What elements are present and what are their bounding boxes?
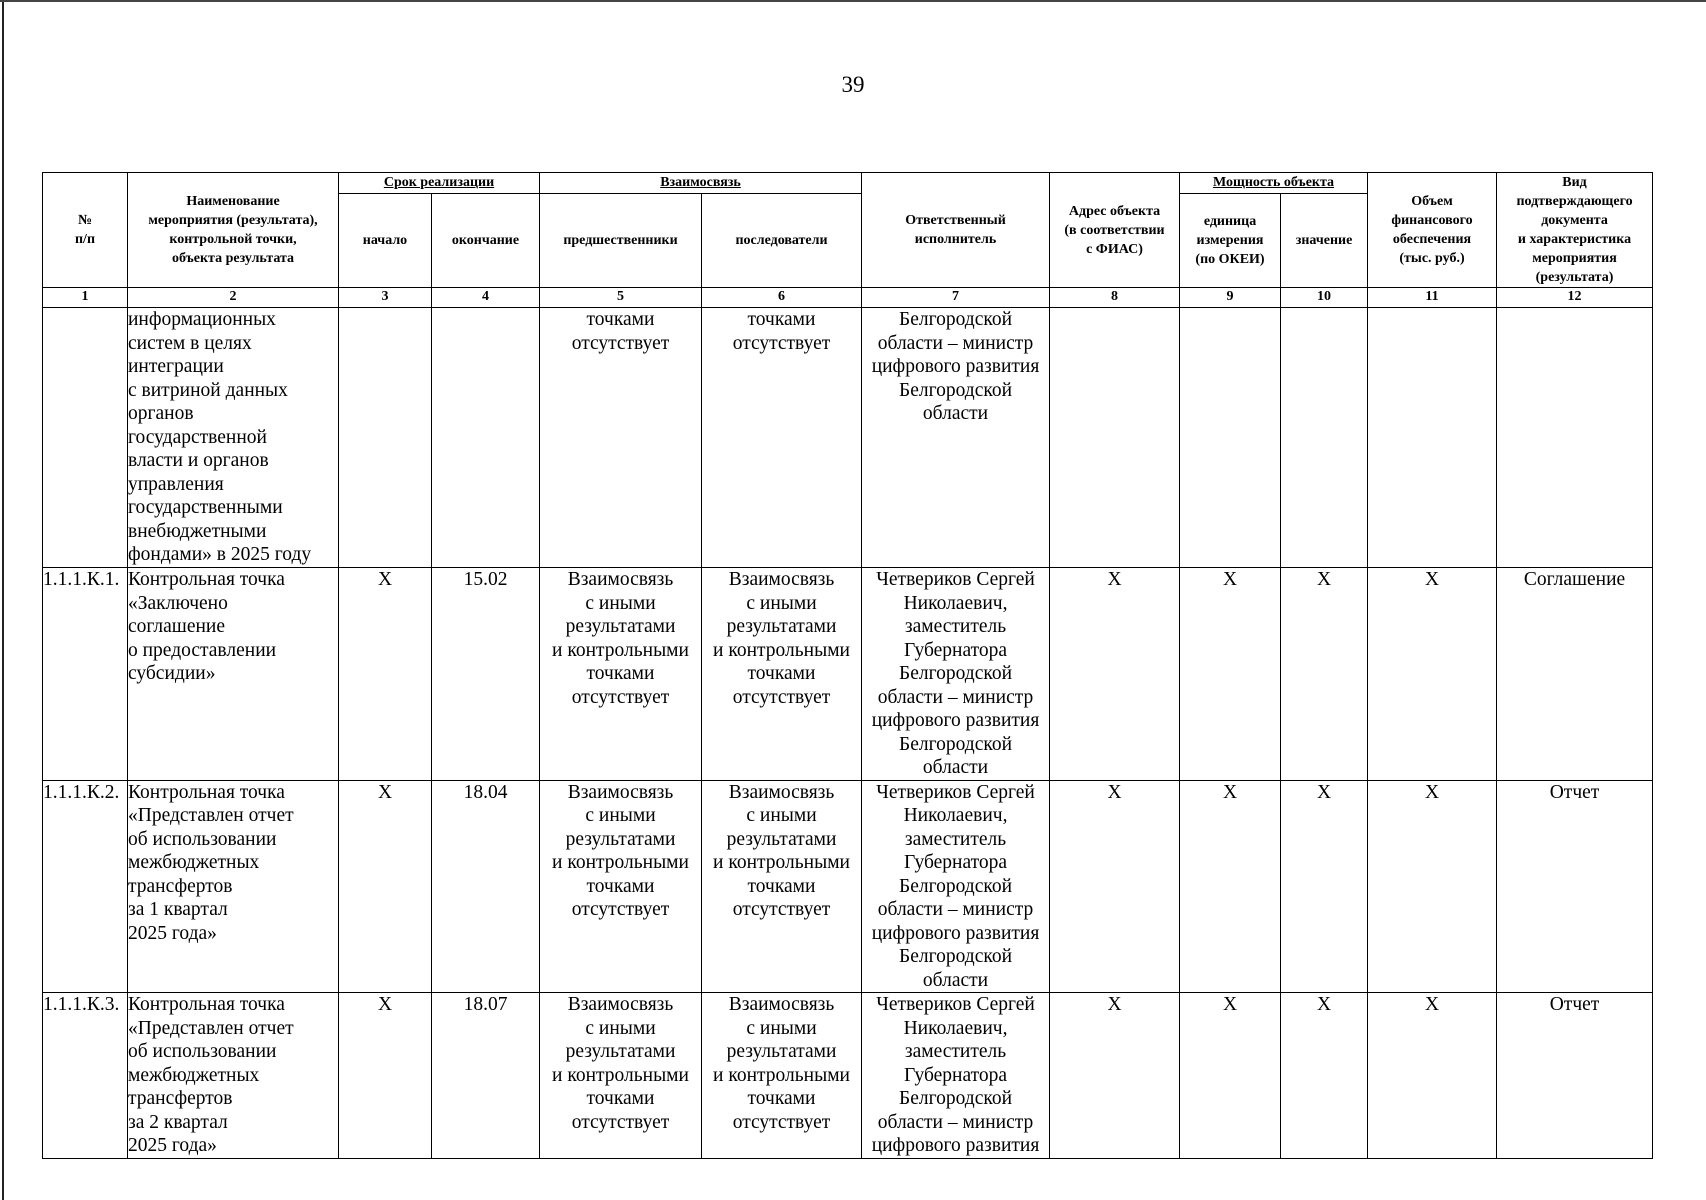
column-number: 1 [43, 288, 128, 308]
row-start [339, 308, 432, 568]
header-num: № п/п [43, 173, 128, 288]
header-responsible: Ответственный исполнитель [862, 173, 1050, 288]
header-predecessors: предшественники [540, 193, 702, 287]
row-financing [1368, 308, 1497, 568]
header-name: Наименование мероприятия (результата), контрольной точки, объекта результата [128, 173, 339, 288]
row-number: 1.1.1.К.2. [43, 780, 128, 993]
column-number: 6 [702, 288, 862, 308]
row-value: Х [1281, 780, 1368, 993]
row-financing: Х [1368, 993, 1497, 1159]
row-unit: Х [1180, 780, 1281, 993]
row-successors: точками отсутствует [702, 308, 862, 568]
column-number: 12 [1497, 288, 1653, 308]
header-document: Вид подтверждающего документа и характеристика мероприятия (результата) [1497, 173, 1653, 288]
header-financing: Объем финансового обеспечения (тыс. руб.) [1368, 173, 1497, 288]
table-row [43, 780, 1653, 993]
row-successors: Взаимосвязь с иными результатами и контрольными точками отсутствует [702, 780, 862, 993]
row-unit [1180, 308, 1281, 568]
page-number: 39 [841, 72, 865, 97]
row-end: 15.02 [432, 568, 540, 781]
row-financing: Х [1368, 780, 1497, 993]
row-number: 1.1.1.К.3. [43, 993, 128, 1159]
table-header [43, 173, 1653, 308]
page-edge-left [2, 0, 4, 1200]
row-successors: Взаимосвязь с иными результатами и контрольными точками отсутствует [702, 993, 862, 1159]
header-group-link [540, 173, 862, 194]
row-successors: Взаимосвязь с иными результатами и контрольными точками отсутствует [702, 568, 862, 781]
row-document: Отчет [1497, 780, 1653, 993]
row-name: Контрольная точка «Представлен отчет об использовании межбюджетных трансфертов за 1 квартал 2025 года» [128, 780, 339, 993]
table-row [43, 308, 1653, 568]
column-number: 9 [1180, 288, 1281, 308]
row-value [1281, 308, 1368, 568]
column-number: 2 [128, 288, 339, 308]
header-group-power [1180, 173, 1368, 194]
row-value: Х [1281, 568, 1368, 781]
column-number: 10 [1281, 288, 1368, 308]
column-number: 3 [339, 288, 432, 308]
row-end: 18.07 [432, 993, 540, 1159]
header-start: начало [339, 193, 432, 287]
row-document: Соглашение [1497, 568, 1653, 781]
header-group-term [339, 173, 540, 194]
row-number [43, 308, 128, 568]
row-name: Контрольная точка «Заключено соглашение о предоставлении субсидии» [128, 568, 339, 781]
row-predecessors: Взаимосвязь с иными результатами и контрольными точками отсутствует [540, 568, 702, 781]
row-responsible: Белгородской области – министр цифрового развития Белгородской области [862, 308, 1050, 568]
row-document: Отчет [1497, 993, 1653, 1159]
row-responsible: Четвериков Сергей Николаевич, заместитель Губернатора Белгородской области – министр цифрового развития [862, 993, 1050, 1159]
row-responsible: Четвериков Сергей Николаевич, заместитель Губернатора Белгородской области – министр цифрового развития Белгородской области [862, 568, 1050, 781]
row-number: 1.1.1.К.1. [43, 568, 128, 781]
header-group-term-label: Срок реализации [383, 175, 495, 191]
row-unit: Х [1180, 993, 1281, 1159]
row-predecessors: точками отсутствует [540, 308, 702, 568]
header-group-power-label: Мощность объекта [1212, 175, 1335, 191]
row-name: информационных систем в целях интеграции с витриной данных органов государственной власти и органов управления государственными внебюджетными фондами» в 2025 году [128, 308, 339, 568]
header-address: Адрес объекта (в соответствии с ФИАС) [1050, 173, 1180, 288]
header-value: значение [1281, 193, 1368, 287]
header-end: окончание [432, 193, 540, 287]
row-address: Х [1050, 780, 1180, 993]
table-row [43, 993, 1653, 1159]
row-address: Х [1050, 568, 1180, 781]
row-end [432, 308, 540, 568]
column-number: 5 [540, 288, 702, 308]
row-predecessors: Взаимосвязь с иными результатами и контрольными точками отсутствует [540, 780, 702, 993]
header-successors: последователи [702, 193, 862, 287]
row-start: Х [339, 993, 432, 1159]
table-row [43, 568, 1653, 781]
row-predecessors: Взаимосвязь с иными результатами и контрольными точками отсутствует [540, 993, 702, 1159]
header-group-link-label: Взаимосвязь [660, 175, 741, 191]
plan-table [42, 172, 1653, 1159]
row-end: 18.04 [432, 780, 540, 993]
row-name: Контрольная точка «Представлен отчет об использовании межбюджетных трансфертов за 2 квартал 2025 года» [128, 993, 339, 1159]
column-number: 7 [862, 288, 1050, 308]
row-responsible: Четвериков Сергей Николаевич, заместитель Губернатора Белгородской области – министр цифрового развития Белгородской области [862, 780, 1050, 993]
row-start: Х [339, 568, 432, 781]
column-number: 11 [1368, 288, 1497, 308]
column-number: 4 [432, 288, 540, 308]
row-financing: Х [1368, 568, 1497, 781]
row-unit: Х [1180, 568, 1281, 781]
row-address [1050, 308, 1180, 568]
page-edge-top [0, 0, 1706, 2]
header-unit: единица измерения (по ОКЕИ) [1180, 193, 1281, 287]
row-document [1497, 308, 1653, 568]
column-number: 8 [1050, 288, 1180, 308]
row-value: Х [1281, 993, 1368, 1159]
row-address: Х [1050, 993, 1180, 1159]
row-start: Х [339, 780, 432, 993]
